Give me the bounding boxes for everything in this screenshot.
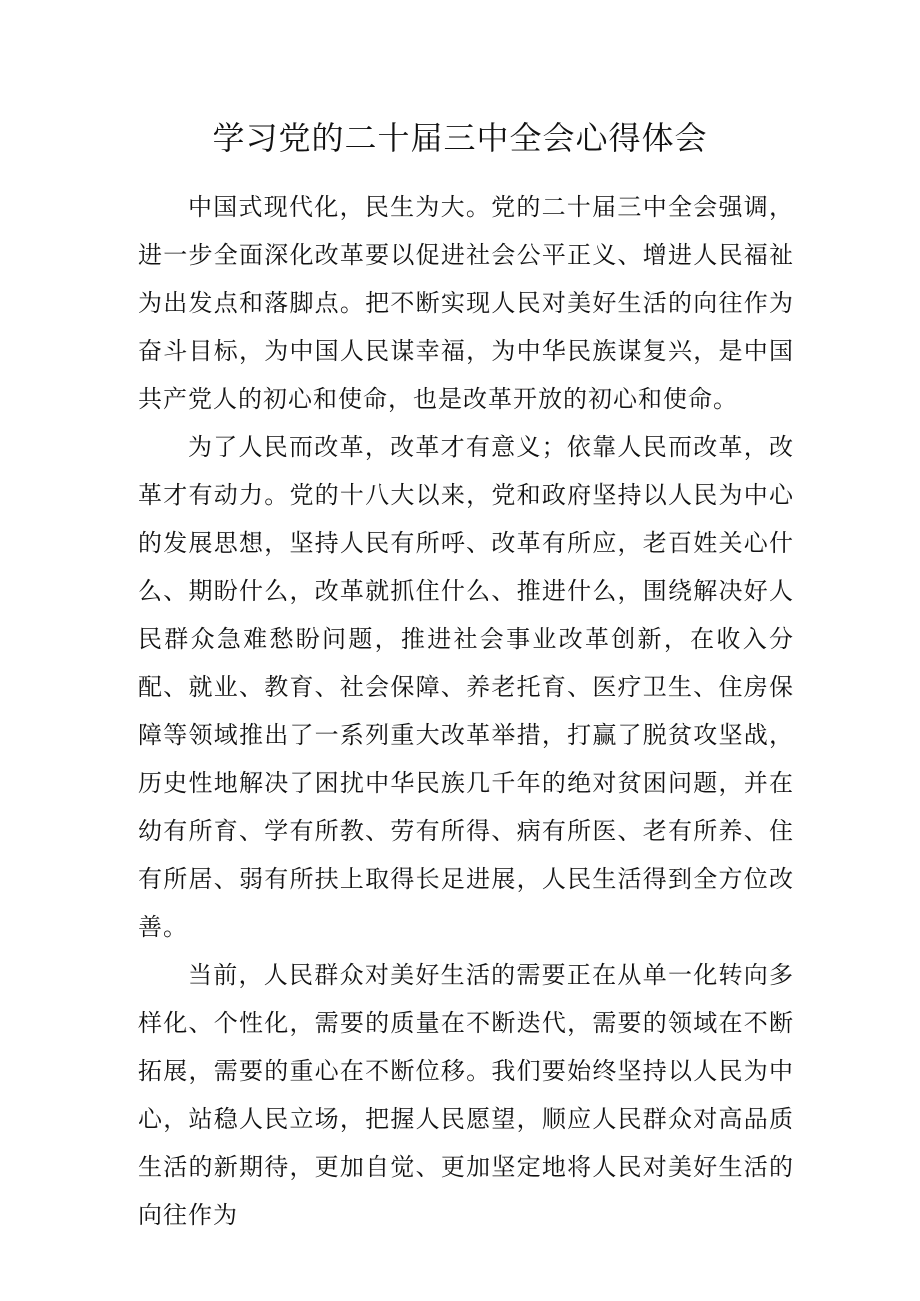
document-title: 学习党的二十届三中全会心得体会 — [212, 119, 708, 157]
paragraph-2: 为了人民而改革，改革才有意义；依靠人民而改革，改革才有动力。党的十八大以来，党和政府坚持以人民为中心的发展思想，坚持人民有所呼、改革有所应，老百姓关心什么、期盼什么，改革就抓住什么、推进什么，围绕解决好人民群众急难愁盼问题，推进社会事业改革创新，在收入分配、就业、教育、社会保障、养老托育、医疗卫生、住房保障等领域推出了一系列重大改革举措，打赢了脱贫攻坚战，历史性地解决了困扰中华民族几千年的绝对贫困问题，并在幼有所育、学有所教、劳有所得、病有所医、老有所养、住有所居、弱有所扶上取得长足进展，人民生活得到全方位改善。 — [138, 433, 794, 941]
document-body — [138, 183, 794, 1239]
paragraph-3: 当前，人民群众对美好生活的需要正在从单一化转向多样化、个性化，需要的质量在不断迭代，需要的领域在不断拓展，需要的重心在不断位移。我们要始终坚持以人民为中心，站稳人民立场，把握人民愿望，顺应人民群众对高品质生活的新期待，更加自觉、更加坚定地将人民对美好生活的向往作为 — [138, 961, 794, 1229]
paragraph-1: 中国式现代化，民生为大。党的二十届三中全会强调，进一步全面深化改革要以促进社会公平正义、增进人民福祉为出发点和落脚点。把不断实现人民对美好生活的向往作为奋斗目标，为中国人民谋幸福，为中华民族谋复兴，是中国共产党人的初心和使命，也是改革开放的初心和使命。 — [138, 193, 794, 413]
